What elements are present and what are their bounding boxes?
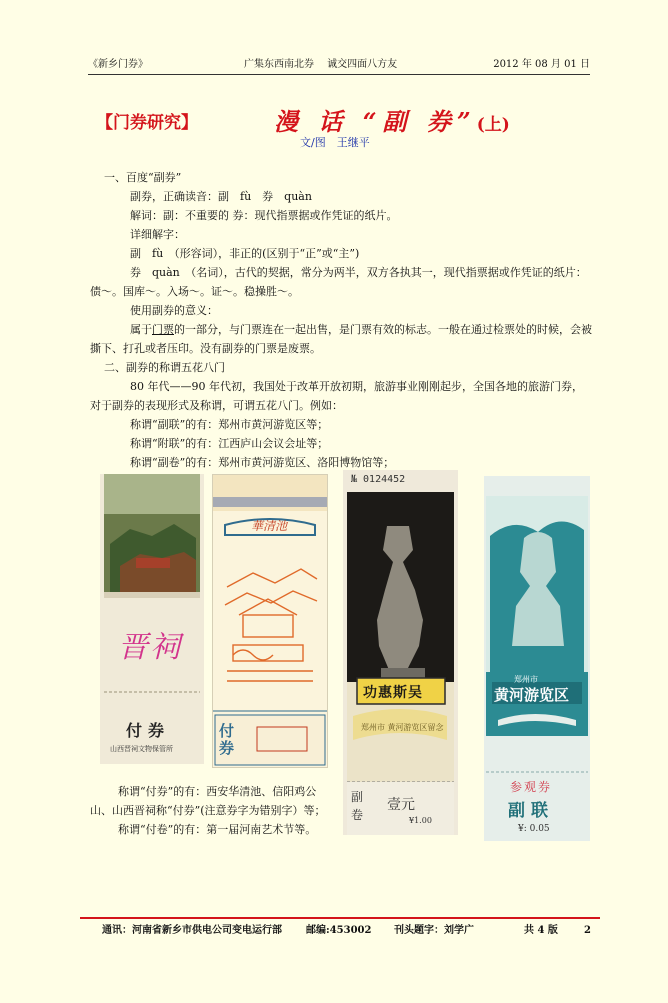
footer-postcode: 邮编:453002 <box>306 925 372 936</box>
column-tag: 【门券研究】 <box>96 113 198 133</box>
text-run: 属于 <box>130 323 152 336</box>
jinci-name: 晋祠 <box>118 630 182 665</box>
issue-date: 2012 年 08 月 01 日 <box>493 59 590 70</box>
dayu-banner: 功惠斯吴 <box>363 685 423 701</box>
article-body <box>90 168 592 472</box>
header-slogan: 广集东西南北券 诚交四面八方友 <box>244 59 398 70</box>
dayu-place: 郑州市 黄河游览区留念 <box>361 723 444 732</box>
footer-page-count: 共 4 版 <box>524 925 558 936</box>
page-header <box>88 58 590 72</box>
article-title <box>96 104 596 138</box>
headline-text: 漫 话 “副 券” <box>274 107 477 136</box>
teal-ticket-kind: 参观券 <box>510 780 553 794</box>
footer-address: 通讯：河南省新乡市供电公司变电运行部 <box>102 925 282 936</box>
section-heading: 二、副券的称谓五花八门 <box>104 361 225 374</box>
headline-part: (上) <box>476 115 510 135</box>
paragraph: 副券，正确读音：副 fù 券 quàn <box>130 190 312 203</box>
paragraph: 副 fù （形容词），非正的(区别于“正”或“主”) <box>130 247 360 260</box>
ticket-serial-number: № 0124452 <box>351 474 406 485</box>
paragraph: 称谓“副联”的有：郑州市黄河游览区等； <box>130 418 329 431</box>
newsletter-name: 《新乡门券》 <box>88 59 148 70</box>
paragraph: 称谓“副卷”的有：郑州市黄河游览区、洛阳博物馆等； <box>130 456 395 469</box>
huaqingchi-name: 華清池 <box>251 519 288 533</box>
page-number: 2 <box>584 925 591 936</box>
dayu-ticket-art <box>343 470 458 835</box>
huaqingchi-stub-label: 付券 <box>219 722 235 757</box>
page-footer <box>102 924 592 938</box>
header-rule <box>88 74 590 75</box>
ticket-huaqingchi <box>212 474 328 768</box>
footer-rule <box>80 917 600 919</box>
footer-calligrapher: 刊头题字：刘学广 <box>394 925 474 936</box>
underlined-term: 门票 <box>152 323 174 336</box>
paragraph: 详细解字： <box>130 228 185 241</box>
byline: 文/图 王继平 <box>300 136 370 149</box>
headline <box>274 102 510 137</box>
caption-block <box>90 782 338 839</box>
paragraph: 80 年代——90 年代初，我国处于改革开放初期，旅游事业刚刚起步，全国各地的旅游门券，对于副券的表现形式及称谓，可谓五花八门。例如： <box>90 380 583 412</box>
ticket-yellow-river-teal <box>484 476 590 841</box>
section-heading: 一、百度“副券” <box>104 171 182 184</box>
jinci-issuer: 山西晋祠文物保管所 <box>110 745 173 753</box>
paragraph: 使用副券的意义： <box>130 304 218 317</box>
paragraph: 解词：副：不重要的 券：现代指票据或作凭证的纸片。 <box>130 209 398 222</box>
ticket-yellow-river-dayu <box>343 470 458 835</box>
caption-paragraph: 称谓“付券”的有：西安华清池、信阳鸡公山、山西晋祠称“付券”(注意券字为错别字）等； <box>90 785 326 817</box>
ticket-jinci <box>100 474 204 764</box>
text-run: 的一部分，与门票连在一起出售，是门票有效的标志。一般在通过检票处的时候，会被撕下、打孔或者压印。没有副券的门票是废票。 <box>90 323 592 355</box>
teal-place: 黄河游览区 <box>494 686 570 704</box>
paragraph: 券 quàn （名词），古代的契据，常分为两半，双方各执其一，现代指票据或作凭证的纸片：债～。国库～。入场～。证～。稳操胜～。 <box>90 266 587 298</box>
teal-price: ¥: 0.05 <box>518 824 550 834</box>
paragraph <box>90 320 592 358</box>
teal-city: 郑州市 <box>514 675 538 684</box>
dayu-stub-label: 副卷 <box>351 790 364 822</box>
jinci-stub-label: 付券 <box>126 721 171 740</box>
caption-paragraph: 称谓“付卷”的有：第一届河南艺术节等。 <box>118 823 317 836</box>
dayu-price-number: ¥1.00 <box>409 816 432 825</box>
dayu-price: 壹元 <box>387 797 415 813</box>
teal-stub-label: 副联 <box>508 801 554 821</box>
paragraph: 称谓“附联”的有：江西庐山会议会址等； <box>130 437 329 450</box>
